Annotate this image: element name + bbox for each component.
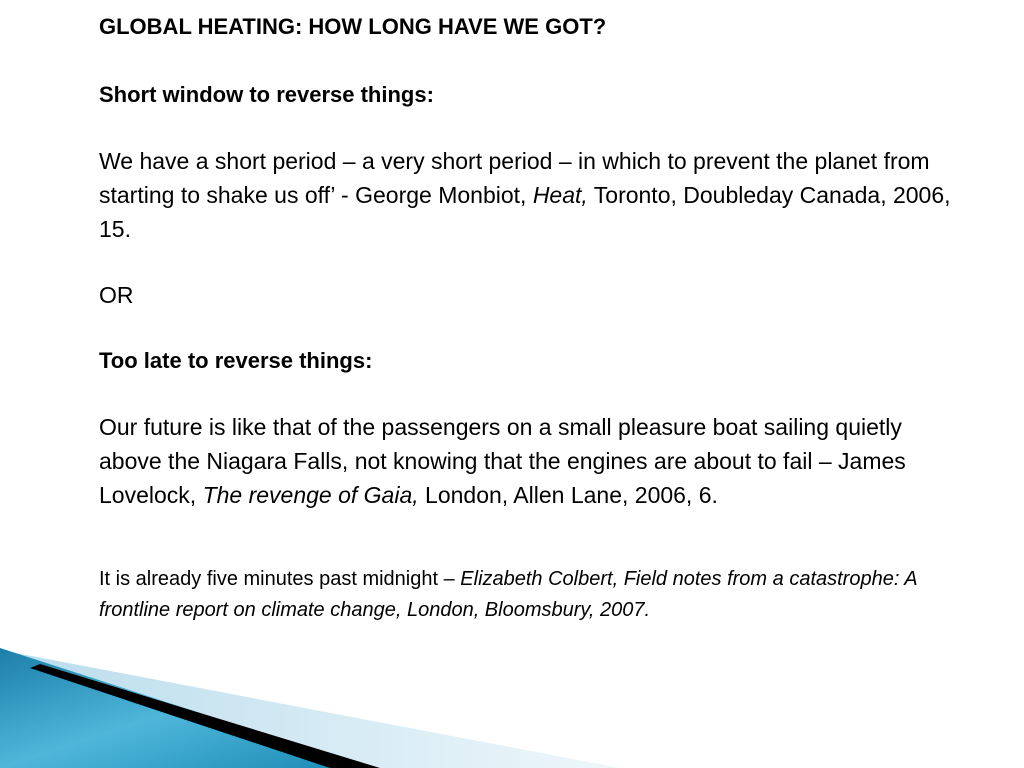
slide-title: GLOBAL HEATING: HOW LONG HAVE WE GOT? (99, 14, 607, 39)
colbert-source: Elizabeth Colbert, Field notes from a catastrophe: A frontline report on climate change, London, Bloomsbury, 2007. (99, 568, 917, 621)
monbiot-source-details: Toronto, Doubleday Canada, 2006, 15. (99, 182, 951, 242)
lovelock-quote-text: Our future is like that of the passengers on a small pleasure boat sailing quietly above the Niagara Falls, not knowing that the engines are about to fail – James Lovelock, (99, 414, 906, 508)
too-late-heading: Too late to reverse things: (99, 348, 373, 373)
colbert-quote-text: It is already five minutes past midnight – (99, 568, 461, 590)
monbiot-quote-text: We have a short period – a very short period – in which to prevent the planet from starting to shake us off’ - George Monbiot, (99, 148, 930, 208)
colbert-quote (99, 564, 969, 626)
or-separator: OR (99, 282, 134, 308)
monbiot-quote (99, 144, 969, 246)
lovelock-source-details: London, Allen Lane, 2006, 6. (418, 482, 718, 508)
lovelock-quote (99, 410, 969, 512)
short-window-heading: Short window to reverse things: (99, 82, 434, 107)
monbiot-source-title: Heat, (532, 182, 588, 208)
lovelock-source-title: The revenge of Gaia, (202, 482, 419, 508)
slide-content (99, 8, 969, 626)
